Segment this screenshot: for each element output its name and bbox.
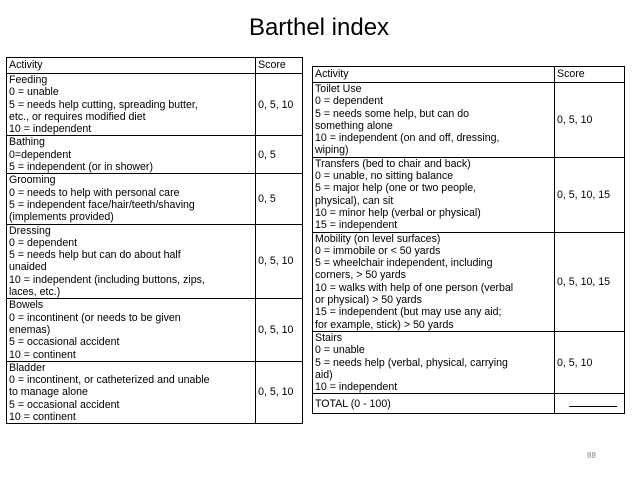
activity-name: Bathing [9,136,45,149]
table-row [313,83,625,158]
activity-cell [7,361,256,423]
score-cell: 0, 5, 10 [256,299,303,361]
activity-header: Activity [7,58,256,74]
score-criterion: 0 = dependent [315,95,384,108]
score-criterion: 15 = independent (but may use any aid; [315,306,502,319]
activity-name: Stairs [315,331,343,344]
score-criterion: 10 = continent [9,411,76,424]
score-criterion: 5 = occasional accident [9,398,120,411]
score-criterion: aid) [315,368,333,381]
activity-name: Toilet Use [315,83,362,95]
score-cell: 0, 5, 10 [256,224,303,299]
score-cell: 0, 5 [256,136,303,174]
activity-name: Mobility (on level surfaces) [315,232,441,245]
score-criterion: 5 = major help (one or two people, [315,182,477,195]
score-criterion: 0 = incontinent (or needs to be given [9,311,181,324]
total-score-cell [555,394,625,414]
score-criterion: etc., or requires modified diet [9,110,146,123]
score-criterion: 5 = needs help (verbal, physical, carrying [315,356,508,369]
table-row [7,224,303,299]
score-criterion: 15 = independent [315,219,398,232]
score-criterion: 10 = independent (on and off, dressing, [315,132,500,145]
total-row [313,394,625,414]
score-criterion: 0=dependent [9,148,72,161]
activity-cell [7,136,256,174]
score-criterion: enemas) [9,323,51,336]
score-criterion: laces, etc.) [9,286,61,299]
score-criterion: (implements provided) [9,211,114,224]
score-criterion: 5 = needs some help, but can do [315,107,470,120]
table-row [7,299,303,361]
activity-cell [7,299,256,361]
activity-cell [7,224,256,299]
score-criterion: something alone [315,119,393,132]
score-criterion: for example, stick) > 50 yards [315,318,454,331]
score-criterion: physical), can sit [315,194,394,207]
score-criterion: 5 = independent face/hair/teeth/shaving [9,198,195,211]
score-criterion: 0 = immobile or < 50 yards [315,244,441,257]
score-criterion: 5 = occasional accident [9,336,120,349]
table-header-row [7,58,303,74]
score-criterion: 0 = incontinent, or catheterized and unable [9,374,210,387]
activity-name: Feeding [9,74,48,86]
table-row [313,331,625,393]
table-row [313,157,625,232]
score-criterion: 0 = needs to help with personal care [9,186,180,199]
total-blank-line [569,400,617,407]
score-criterion: corners, > 50 yards [315,269,406,282]
score-criterion: 10 = continent [9,348,76,361]
table-row [7,174,303,224]
score-criterion: 10 = walks with help of one person (verbal [315,281,514,294]
score-criterion: 5 = independent (or in shower) [9,161,153,174]
activity-header: Activity [313,67,555,83]
activity-cell [313,232,555,331]
table-row [313,232,625,331]
score-criterion: wiping) [315,144,349,157]
activity-cell [7,74,256,136]
activity-cell [313,83,555,158]
score-criterion: 0 = unable [315,344,365,357]
table-row [7,136,303,174]
page-number: 88 [587,451,596,460]
score-cell: 0, 5, 10 [555,83,625,158]
score-criterion: 10 = independent (including buttons, zips, [9,273,205,286]
barthel-table-right [312,66,625,414]
barthel-table-left [6,57,303,424]
activity-name: Bowels [9,299,44,312]
table-header-row [313,67,625,83]
total-label: TOTAL (0 - 100) [313,394,555,414]
score-header: Score [555,67,625,83]
score-criterion: 5 = wheelchair independent, including [315,257,493,270]
score-cell: 0, 5, 10 [256,74,303,136]
score-criterion: unaided [9,261,47,274]
page-title: Barthel index [248,14,390,41]
score-criterion: 10 = independent [9,123,92,136]
activity-cell [313,331,555,393]
score-header: Score [256,58,303,74]
activity-cell [313,157,555,232]
score-criterion: 0 = unable [9,86,59,99]
score-criterion: 0 = dependent [9,236,78,249]
table-row [7,74,303,136]
score-cell: 0, 5, 10, 15 [555,232,625,331]
activity-name: Dressing [9,224,51,237]
score-cell: 0, 5 [256,174,303,224]
table-row [7,361,303,423]
score-cell: 0, 5, 10 [256,361,303,423]
score-criterion: 5 = needs help but can do about half [9,249,181,262]
score-criterion: 5 = needs help cutting, spreading butter, [9,98,198,111]
score-cell: 0, 5, 10, 15 [555,157,625,232]
activity-cell [7,174,256,224]
score-criterion: 0 = unable, no sitting balance [315,170,454,183]
score-criterion: to manage alone [9,386,88,399]
activity-name: Transfers (bed to chair and back) [315,157,471,170]
activity-name: Bladder [9,361,46,374]
activity-name: Grooming [9,174,56,187]
score-cell: 0, 5, 10 [555,331,625,393]
score-criterion: 10 = independent [315,381,398,394]
score-criterion: or physical) > 50 yards [315,294,422,307]
score-criterion: 10 = minor help (verbal or physical) [315,206,481,219]
